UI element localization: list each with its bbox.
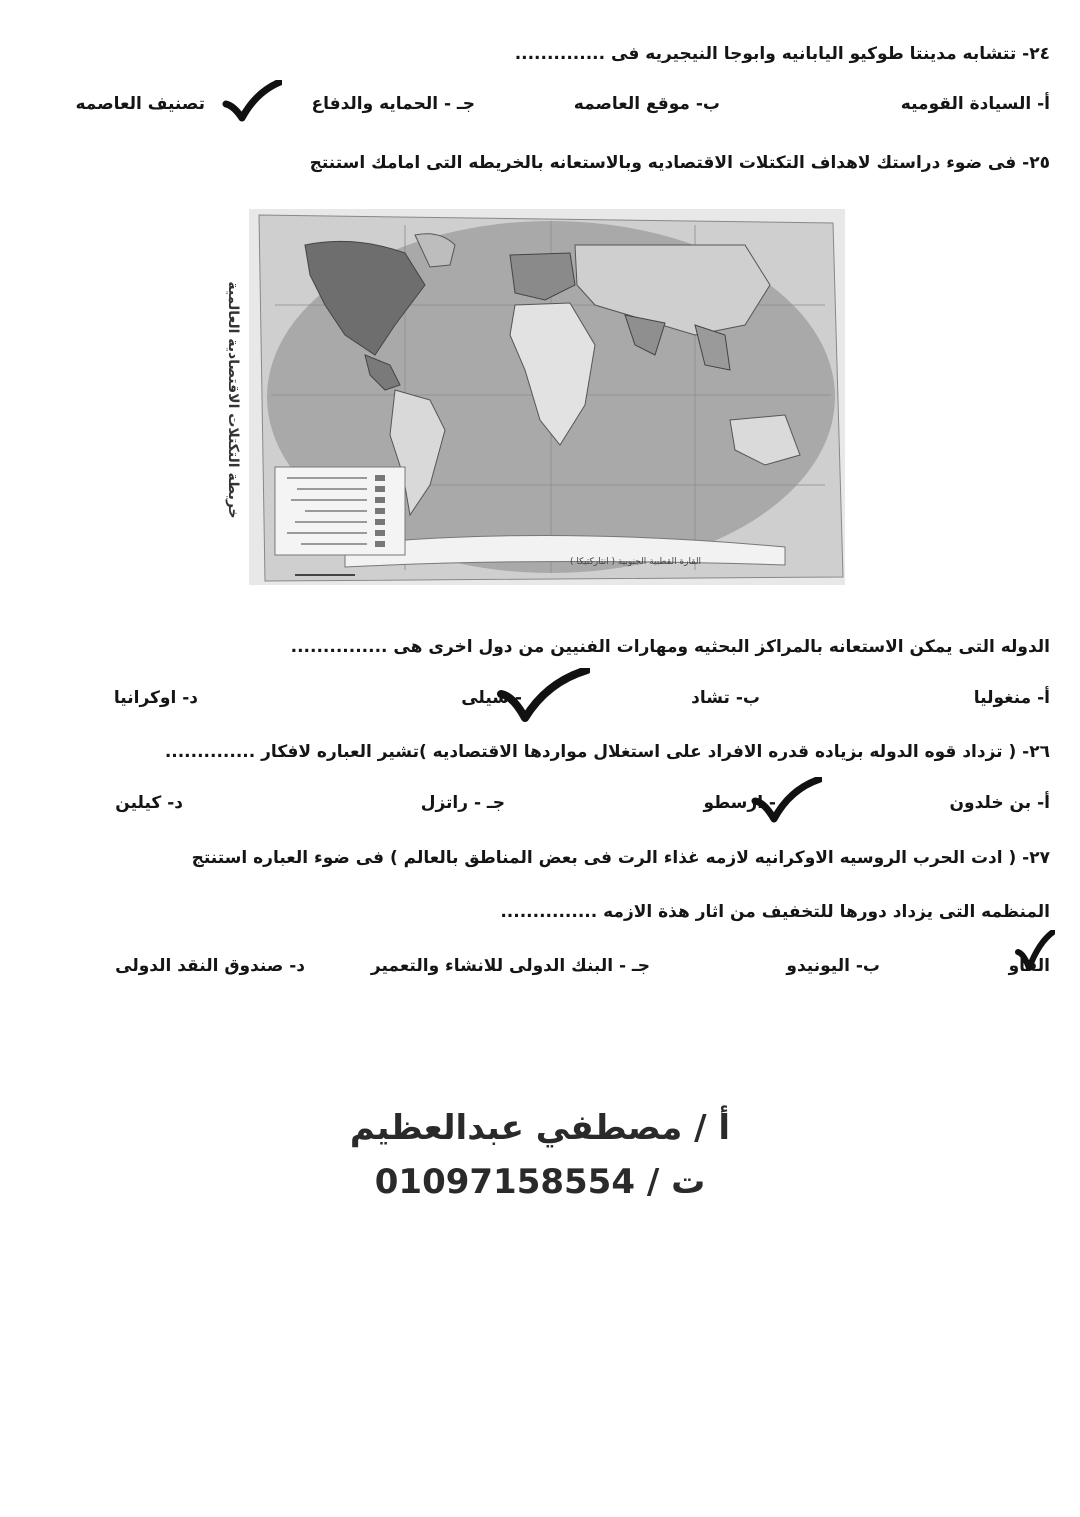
map-caption: القارة القطبية الجنوبية ( انتاركتيكا )	[570, 557, 702, 567]
q26-option-c[interactable]: جـ - راتزل	[420, 793, 505, 813]
question-25-options	[40, 688, 1050, 722]
q26-option-a[interactable]: أ- بن خلدون	[949, 793, 1050, 813]
q27-option-c[interactable]: جـ - البنك الدولى للانشاء والتعمير	[370, 956, 650, 976]
q25-option-a[interactable]: أ- منغوليا	[973, 688, 1050, 708]
q24-option-d[interactable]: تصنيف العاصمه	[75, 94, 205, 114]
question-24-options	[40, 94, 1050, 128]
q26-option-b[interactable]: - ارسطو	[703, 793, 776, 813]
q25-option-d[interactable]: د- اوكرانيا	[113, 688, 198, 708]
checkmark-icon	[222, 80, 282, 122]
question-26: ٢٦- ( تزداد قوه الدوله بزياده قدره الافراد على استغلال مواردها الاقتصاديه )تشير العباره لافكار ..............	[164, 742, 1050, 762]
world-map-figure	[225, 205, 845, 585]
question-25: ٢٥- فى ضوء دراستك لاهداف التكتلات الاقتصاديه وبالاستعانه بالخريطه التى امامك استنتج	[309, 153, 1050, 173]
q24-option-b[interactable]: ب- موقع العاصمه	[573, 94, 720, 114]
checkmark-icon	[1015, 930, 1055, 972]
teacher-phone: ت / 01097158554	[374, 1162, 706, 1202]
q24-option-c[interactable]: جـ - الحمايه والدفاع	[311, 94, 475, 114]
q25-option-b[interactable]: ب- تشاد	[691, 688, 760, 708]
teacher-name: أ / مصطفي عبدالعظيم	[349, 1108, 731, 1148]
question-27-options	[40, 956, 1050, 990]
question-27: ٢٧- ( ادت الحرب الروسيه الاوكرانيه لازمه غذاء الرت فى بعض المناطق بالعالم ) فى ضوء العباره استنتج	[191, 848, 1050, 868]
question-27-prompt: المنظمه التى يزداد دورها للتخفيف من اثار هذة الازمه ...............	[500, 902, 1050, 922]
q27-option-d[interactable]: د- صندوق النقد الدولى	[115, 956, 305, 976]
q27-option-b[interactable]: ب- اليونيدو	[786, 956, 880, 976]
checkmark-icon	[750, 777, 822, 823]
q27-option-a[interactable]: الفاو	[1008, 956, 1050, 976]
world-map-image	[225, 205, 845, 585]
q25-option-c[interactable]: - شيلى	[461, 688, 522, 708]
q26-option-d[interactable]: د- كيلين	[115, 793, 183, 813]
question-26-options	[40, 793, 1050, 827]
question-25-prompt: الدوله التى يمكن الاستعانه بالمراكز البحثيه ومهارات الفنيين من دول اخرى هى ...............	[290, 637, 1050, 657]
q24-option-a[interactable]: أ- السيادة القوميه	[900, 94, 1050, 114]
checkmark-icon	[495, 668, 590, 723]
map-title-text: خريطة التكتلات الاقتصادية العالمية	[225, 281, 241, 519]
question-24: ٢٤- تتشابه مدينتا طوكيو اليابانيه وابوجا النيجيريه فى ..............	[514, 44, 1050, 64]
